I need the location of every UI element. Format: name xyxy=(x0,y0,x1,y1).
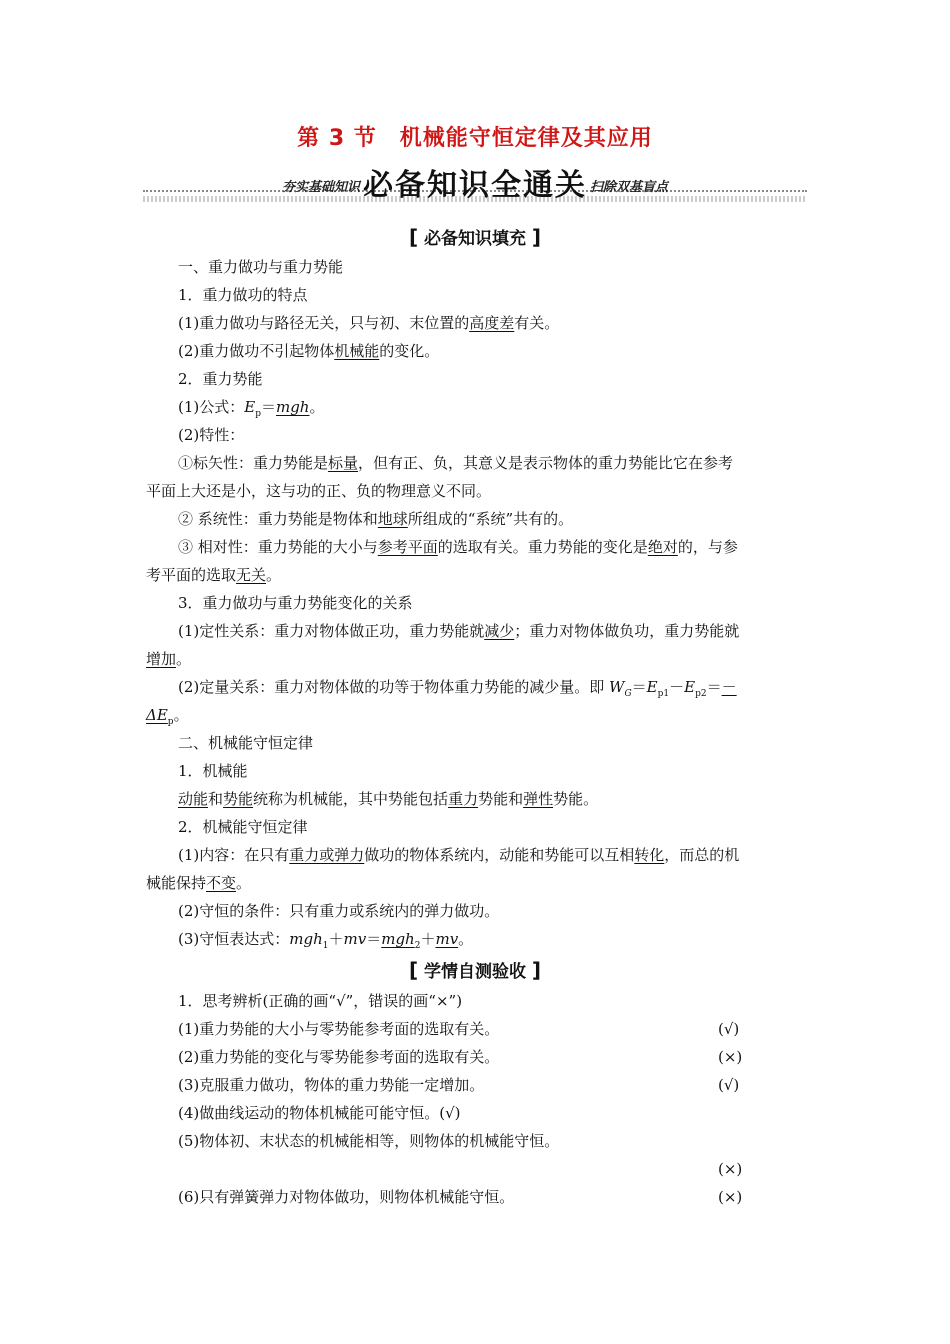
subheading-1-3: 3．重力做功与重力势能变化的关系 xyxy=(178,594,413,612)
paragraph-q2f: (2)守恒的条件：只有重力或系统内的弹力做功。 xyxy=(178,902,500,920)
paragraph-3b-cont: $\Delta E_p$。 xyxy=(146,706,189,727)
subheading-2-1: 1．机械能 xyxy=(178,762,248,780)
exercise-mark: (×) xyxy=(718,1188,743,1206)
exercise-item: (1)重力势能的大小与零势能参考面的选取有关。 xyxy=(178,1020,500,1038)
exercise-mark: (√) xyxy=(718,1076,740,1094)
paragraph-1a: (1)重力做功与路径无关，只与初、末位置的高度差有关。 xyxy=(178,314,560,332)
paragraph-2d: ② 系统性：重力势能是物体和地球所组成的“系统”共有的。 xyxy=(178,510,574,528)
paragraph-q2a: (1)内容：在只有重力或弹力做功的物体系统内，动能和势能可以互相转化，而总的机 xyxy=(178,846,740,864)
heading-2: 二、机械能守恒定律 xyxy=(178,734,314,752)
exercise-heading: 1．思考辨析(正确的画“√”，错误的画“×”) xyxy=(178,992,463,1010)
paragraph-q2a-cont: 械能保持不变。 xyxy=(146,874,252,892)
banner-main-text: 必备知识全通关 xyxy=(363,168,587,203)
paragraph-3a-cont: 增加。 xyxy=(146,650,192,668)
exercise-item: (5)物体初、末状态的机械能相等，则物体的机械能守恒。 xyxy=(178,1132,560,1150)
heading-1: 一、重力做功与重力势能 xyxy=(178,258,344,276)
subheading-1-2: 2．重力势能 xyxy=(178,370,263,388)
banner-left-text: 夯实基础知识 xyxy=(281,180,360,195)
paragraph-1b: (2)重力做功不引起物体机械能的变化。 xyxy=(178,342,440,360)
subheading-2-2: 2．机械能守恒定律 xyxy=(178,818,308,836)
exercise-mark: (√) xyxy=(718,1020,740,1038)
page-title: 第 3 节 机械能守恒定律及其应用 xyxy=(297,126,653,151)
exercise-item: (4)做曲线运动的物体机械能可能守恒。(√) xyxy=(178,1104,461,1122)
paragraph-3b: (2)定量关系：重力对物体做的功等于物体重力势能的减少量。即 $W_G=E_{p1}-E_{p2}=-$ xyxy=(178,678,737,699)
paragraph-2c-cont: 平面上大还是小，这与功的正、负的物理意义不同。 xyxy=(146,482,492,500)
exercise-mark: (×) xyxy=(718,1160,743,1178)
banner-right-text: 扫除双基盲点 xyxy=(590,180,669,195)
paragraph-q1: 动能和势能统称为机械能，其中势能包括重力势能和弹性势能。 xyxy=(178,790,599,808)
paragraph-2e: ③ 相对性：重力势能的大小与参考平面的选取有关。重力势能的变化是绝对的，与参 xyxy=(178,538,738,556)
paragraph-2b: (2)特性： xyxy=(178,426,245,444)
subheading-1-1: 1．重力做功的特点 xyxy=(178,286,308,304)
paragraph-2e-cont: 考平面的选取无关。 xyxy=(146,566,282,584)
exercise-item: (3)克服重力做功，物体的重力势能一定增加。 xyxy=(178,1076,485,1094)
exercise-item: (6)只有弹簧弹力对物体做功，则物体机械能守恒。 xyxy=(178,1188,515,1206)
section-heading-knowledge: [ 必备知识填充 ] xyxy=(408,225,542,249)
section-banner xyxy=(143,160,807,204)
paragraph-q2g: (3)守恒表达式：mgh$_1$＋mv＝mgh$_2$＋mv。 xyxy=(178,930,474,951)
exercise-item: (2)重力势能的变化与零势能参考面的选取有关。 xyxy=(178,1048,500,1066)
formula-line: (1)公式：$E_p=mgh$。 xyxy=(178,398,325,419)
paragraph-3a: (1)定性关系：重力对物体做正功，重力势能就减少；重力对物体做负功，重力势能就 xyxy=(178,622,740,640)
paragraph-2c: ①标矢性：重力势能是标量，但有正、负，其意义是表示物体的重力势能比它在参考 xyxy=(178,454,734,472)
exercise-mark: (×) xyxy=(718,1048,743,1066)
section-heading-selftest: [ 学情自测验收 ] xyxy=(408,958,542,982)
